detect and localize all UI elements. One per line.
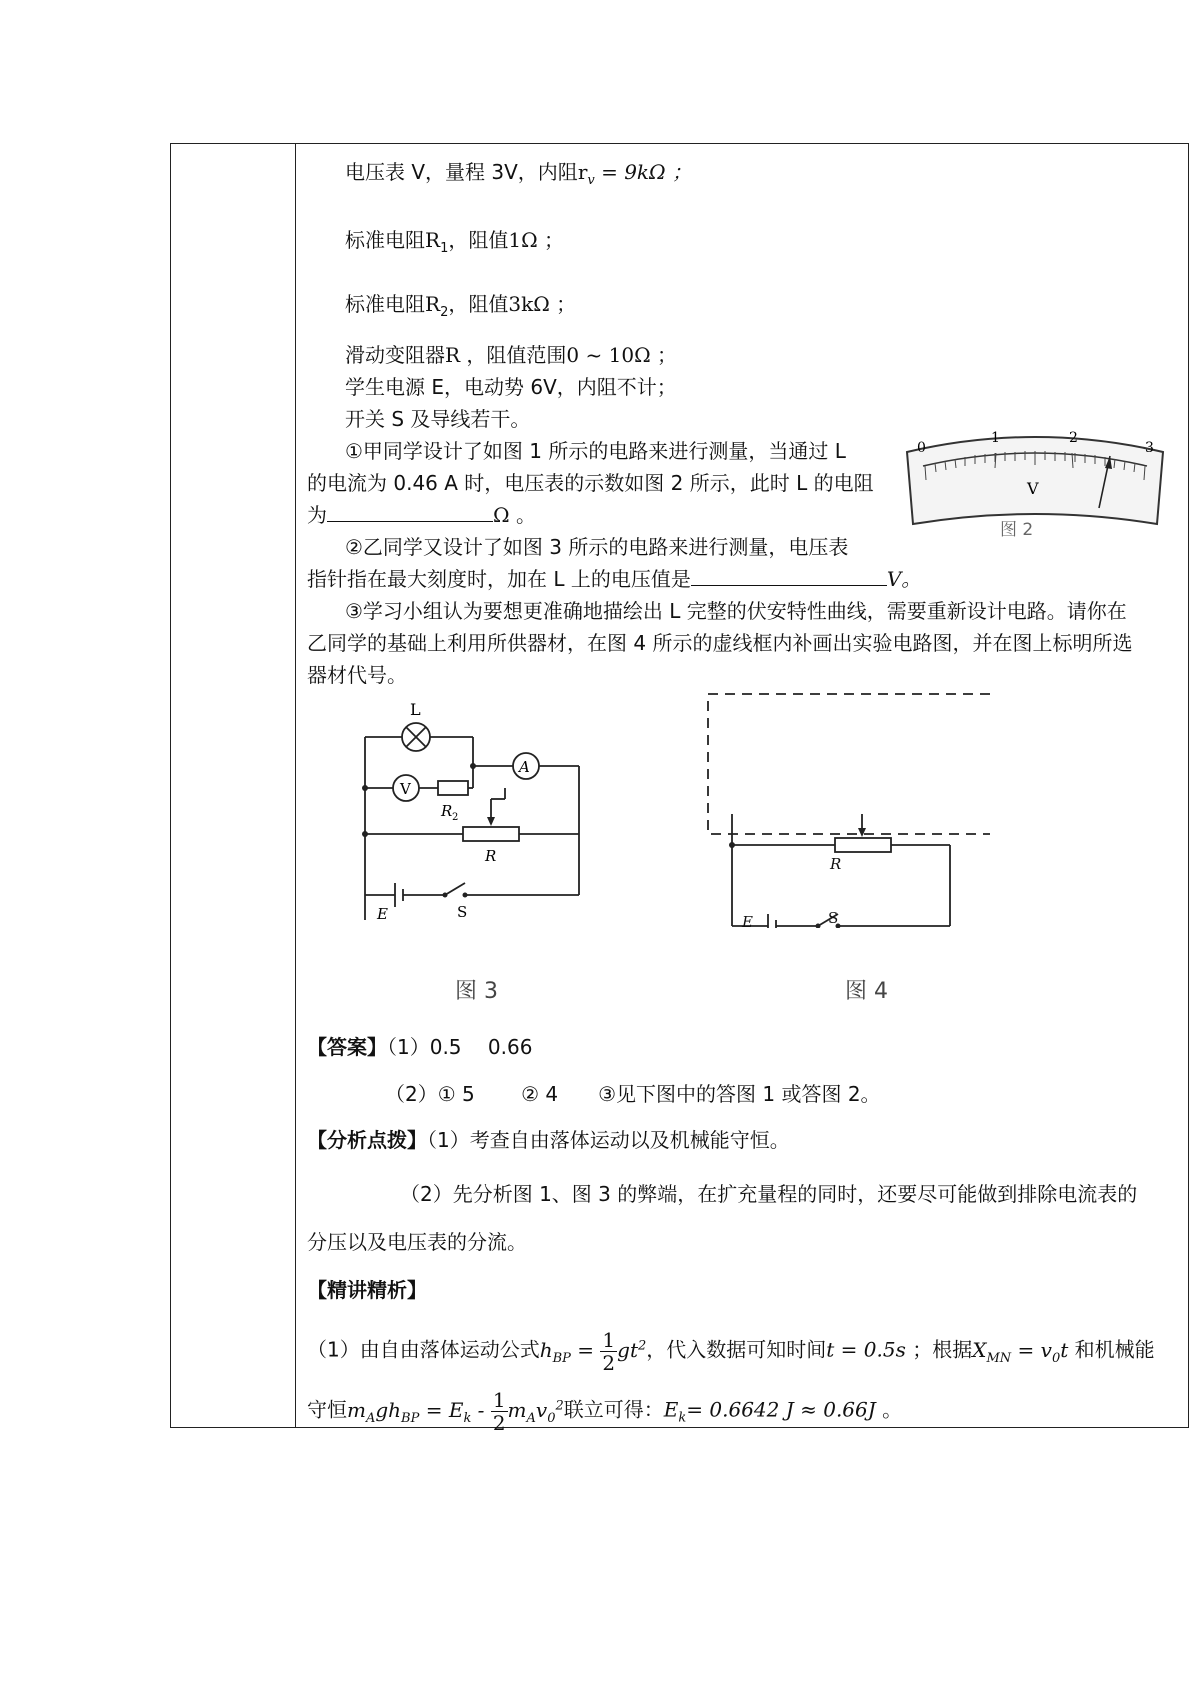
figure-3-circuit	[355, 695, 615, 920]
label-s-fig4: S	[828, 909, 839, 927]
switch-s	[445, 883, 465, 895]
rheostat-r-fig4	[835, 838, 891, 852]
question-3-line-2: 乙同学的基础上利用所供器材，在图 4 所示的虚线框内补画出实验电路图，并在图上标明所选	[307, 631, 1133, 655]
dial-tick-3: 3	[1145, 440, 1154, 456]
question-3-line-1: ③学习小组认为要想更准确地描绘出 L 完整的伏安特性曲线，需要重新设计电路。请你在	[345, 599, 1127, 623]
answer-line-2: （2）① 5 ② 4 ③见下图中的答图 1 或答图 2。	[385, 1082, 881, 1106]
label-l: L	[410, 700, 421, 719]
equipment-switch: 开关 S 及导线若干。	[345, 407, 531, 431]
equipment-voltmeter: 电压表 V，量程 3V，内阻$r_v = 9k\Omega$ ；	[345, 160, 692, 188]
answer-blank-2[interactable]	[691, 565, 887, 586]
analysis-line-1: 【分析点拨】（1）考查自由落体运动以及机械能守恒。	[307, 1128, 790, 1152]
answer-blank-1[interactable]	[327, 501, 493, 522]
rheostat-r	[463, 827, 519, 841]
label-e: E	[377, 905, 388, 920]
dial-tick-1: 1	[991, 430, 1000, 446]
label-s: S	[457, 903, 468, 920]
equipment-r1: 标准电阻$R_1$，阻值1Ω ；	[345, 228, 565, 256]
question-1-line-2: 的电流为 0.46 A 时，电压表的示数如图 2 所示，此时 L 的电阻	[307, 471, 874, 495]
analysis-line-2: （2）先分析图 1、图 3 的弊端，在扩充量程的同时，还要尽可能做到排除电流表的	[400, 1182, 1138, 1206]
equipment-rheostat: 滑动变阻器R ，阻值范围0 ~ 10Ω ；	[345, 343, 678, 367]
label-r2-sub: 2	[452, 812, 459, 823]
figure-4-caption: 图 4	[845, 979, 888, 1004]
question-2-line-2: 指针指在最大刻度时，加在 L 上的电压值是 V。	[307, 567, 922, 591]
label-r2: R	[441, 802, 453, 820]
label-a: A	[519, 758, 530, 776]
label-r-fig4: R	[830, 855, 842, 873]
figure-2-caption: 图 2	[1000, 520, 1034, 540]
label-v: V	[400, 780, 411, 798]
label-r: R	[485, 847, 497, 865]
explanation-label: 【精讲精析】	[307, 1278, 427, 1302]
explanation-line-1: （1）由自由落体运动公式$h_{BP}$ = $\frac{1}{2}$ $gt^2$，代入数据可知时间t = 0.5s ；根据$X_{MN} = v_0t$ 和机械能	[307, 1327, 1155, 1375]
question-1-line-3: 为 Ω 。	[307, 503, 536, 527]
dial-tick-0: 0	[917, 440, 926, 456]
label-e-fig4: E	[742, 913, 753, 931]
dial-tick-2: 2	[1069, 430, 1078, 446]
equipment-r2: 标准电阻$R_2$，阻值3kΩ ；	[345, 292, 577, 320]
dial-unit-label: V	[1027, 479, 1039, 498]
figure-2-voltmeter-dial	[895, 412, 1175, 542]
figure-3-caption: 图 3	[455, 979, 498, 1004]
answer-label: 【答案】	[307, 1035, 387, 1059]
equipment-source: 学生电源 E，电动势 6V，内阻不计；	[345, 375, 677, 399]
question-1-line-1: ①甲同学设计了如图 1 所示的电路来进行测量，当通过 L	[345, 439, 846, 463]
answer-line-1: 【答案】（1）0.5 0.66	[307, 1035, 533, 1059]
question-2-line-1: ②乙同学又设计了如图 3 所示的电路来进行测量，电压表	[345, 535, 849, 559]
analysis-line-3: 分压以及电压表的分流。	[307, 1230, 527, 1254]
analysis-label: 【分析点拨】	[307, 1128, 427, 1152]
question-3-line-3: 器材代号。	[307, 663, 407, 687]
figure-4-circuit	[700, 688, 990, 928]
explanation-line-2: 守恒$m_Agh_{BP} = E_k$ - $\frac{1}{2}$ $m_Av_0^2$联立可得：$E_k= 0.6642$ J ≈ 0.66J 。	[307, 1387, 903, 1435]
dashed-design-box[interactable]	[708, 694, 990, 834]
